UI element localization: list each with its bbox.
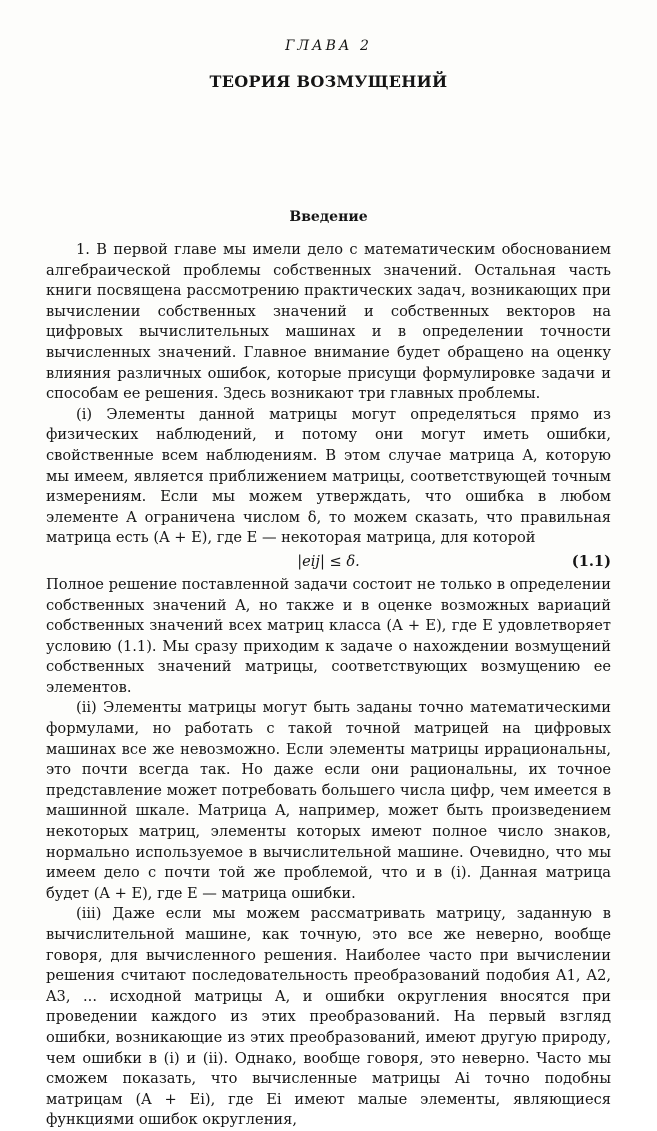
paragraph-4: (ii) Элементы матрицы могут быть заданы точно математическими формулами, но работать с такой точной матрицей на цифровых машинах все же невозможно. Если элементы матрицы иррациональны, это почти всегда так. Но даже если они рациональны, их точное представление может потребовать большего числа цифр, чем имеется в машинной шкале. Матрица A, например, может быть произведением некоторых матриц, элементы которых имеют полное число знаков, нормально используемое в вычислительной машине. Очевидно, что мы имеем дело с почти той же проблемой, что и в (i). Данная матрица будет (A + E), где E — матрица ошибки. (46, 699, 611, 902)
body-text (46, 240, 611, 1131)
paragraph-2: (i) Элементы данной матрицы могут определяться прямо из физических наблюдений, и потому они могут иметь ошибки, свойственные всем наблюдениям. В этом случае матрица A, которую мы имеем, является приближением матрицы, соответствующей точным измерениям. Если мы можем утверждать, что ошибка в любом элементе A ограничена числом δ, то можем сказать, что правильная матрица есть (A + E), где E — некоторая матрица, для которой (46, 405, 611, 547)
equation-number: (1.1) (571, 552, 611, 570)
chapter-title: ТЕОРИЯ ВОЗМУЩЕНИЙ (209, 72, 448, 91)
equation-1-1 (46, 551, 611, 573)
paragraph-1: 1. В первой главе мы имели дело с математическим обоснованием алгебраической проблемы собственных значений. Остальная часть книги посвящена рассмотрению практических задач, возникающих при вычислении собственных значений и собственных векторов на цифровых вычислительных машинах и в определении точности вычисленных значений. Главное внимание будет обращено на оценку влияния различных ошибок, которые присущи формулировке задачи и способам ее решения. Здесь возникают три главных проблемы. (46, 241, 611, 403)
paragraph-5: (iii) Даже если мы можем рассматривать матрицу, заданную в вычислительной машине, как точную, это все же неверно, вообще говоря, для вычисленного решения. Наиболее часто при вычислении решения считают последовательность преобразований подобия A1, A2, A3, ... исходной матрицы A, и ошибки округления вносятся при проведении каждого из этих преобразований. На первый взгляд ошибки, возникающие из этих преобразований, имеют другую природу, чем ошибки в (i) и (ii). Однако, вообще говоря, это неверно. Часто мы сможем показать, что вычисленные матрицы Ai точно подобны матрицам (A + Ei), где Ei имеют малые элементы, являющиеся функциями ошибок округления, (46, 905, 611, 1129)
chapter-label: ГЛАВА 2 (285, 38, 372, 54)
equation-body: |eij| ≤ δ. (297, 552, 360, 570)
paragraph-3: Полное решение поставленной задачи состоит не только в определении собственных значений A, но также и в оценке возможных вариаций собственных значений всех матриц класса (A + E), где E удовлетворяет условию (1.1). Мы сразу приходим к задаче о нахождении возмущений собственных значений матрицы, соответствующих возмущению ее элементов. (46, 575, 611, 696)
section-title: Введение (289, 209, 368, 225)
